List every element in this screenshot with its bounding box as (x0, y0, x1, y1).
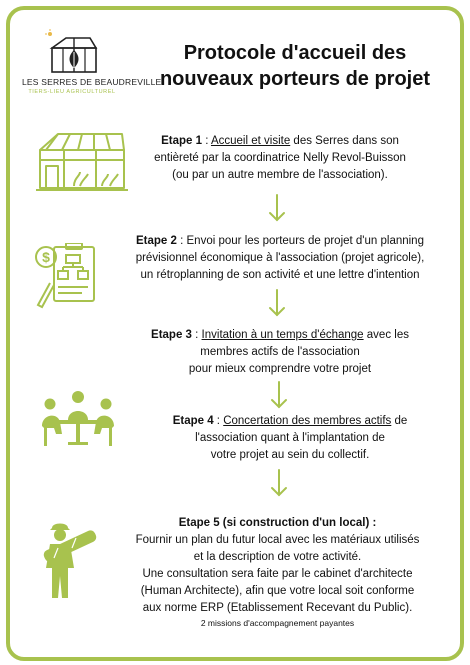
step-4-label: Etape 4 (172, 415, 214, 427)
step-3-label: Etape 3 (151, 329, 192, 341)
step-3 (120, 327, 440, 378)
planning-document-icon (32, 243, 104, 311)
step-3-line3: pour mieux comprendre votre projet (188, 363, 372, 375)
page-title-line1: Protocole d'accueil des (183, 42, 407, 64)
step-3-line2: membres actifs de l'association (200, 346, 360, 358)
arrow-down-icon (268, 288, 286, 318)
step-1-text: des Serres dans son (290, 135, 399, 147)
step-5-line4: Une consultation sera faite par le cabinet d'architecte (142, 568, 413, 580)
step-4-line2: l'association quant à l'implantation de (195, 432, 385, 444)
step-5-note: 2 missions d'accompagnement payantes (200, 618, 355, 628)
arrow-down-icon (270, 468, 288, 498)
step-3-link[interactable]: Invitation à un temps d'échange (201, 329, 364, 341)
logo-name: LES SERRES DE BEAUDREVILLE (22, 77, 162, 87)
step-2-label: Etape 2 (136, 235, 177, 247)
page-title (150, 40, 440, 92)
step-1-line3: (ou par un autre membre de l'association). (172, 169, 388, 181)
step-3-sep: : (191, 329, 202, 341)
step-4-sep: : (213, 415, 224, 427)
greenhouse-icon (36, 128, 128, 194)
meeting-icon (40, 390, 116, 448)
step-1-sep: : (202, 135, 211, 147)
step-1-label: Etape 1 (161, 135, 203, 147)
step-5-label: Etape 5 (si construction d'un local) : (178, 517, 377, 529)
logo-greenhouse-icon (42, 28, 102, 74)
arrow-down-icon (270, 380, 288, 410)
step-5-line2: Fournir un plan du futur local avec les matériaux utilisés (135, 534, 420, 546)
step-4-text: de (391, 415, 408, 427)
logo-tagline: TIERS-LIEU AGRICULTUREL (28, 89, 116, 95)
step-1 (130, 133, 430, 184)
logo (22, 28, 162, 95)
step-3-text: avec les (363, 329, 409, 341)
arrow-down-icon (268, 193, 286, 223)
step-2-text: Envoi pour les porteurs de projet d'un planning (186, 235, 424, 247)
step-5-line3: et la description de votre activité. (193, 551, 362, 563)
step-2-sep: : (176, 235, 187, 247)
step-2 (110, 233, 450, 284)
worker-carrying-icon (36, 520, 100, 602)
step-4-link[interactable]: Concertation des membres actifs (223, 415, 392, 427)
step-4-line3: votre projet au sein du collectif. (210, 449, 370, 461)
step-1-link[interactable]: Accueil et visite (210, 135, 291, 147)
step-1-line2: entièreté par la coordinatrice Nelly Revol-Buisson (154, 152, 406, 164)
step-2-line3: un rétroplanning de son activité et une lettre d'intention (140, 269, 420, 281)
step-5-line5: (Human Architecte), afin que votre local soit conforme (140, 585, 415, 597)
step-5 (105, 515, 450, 630)
svg-text:$: $ (42, 249, 50, 265)
step-5-line6: aux norme ERP (Etablissement Recevant du Public). (142, 602, 413, 614)
step-4 (140, 413, 440, 464)
step-2-line2: prévisionnel économique à l'association (projet agricole), (135, 252, 425, 264)
page-title-line2: nouveaux porteurs de projet (159, 68, 431, 90)
